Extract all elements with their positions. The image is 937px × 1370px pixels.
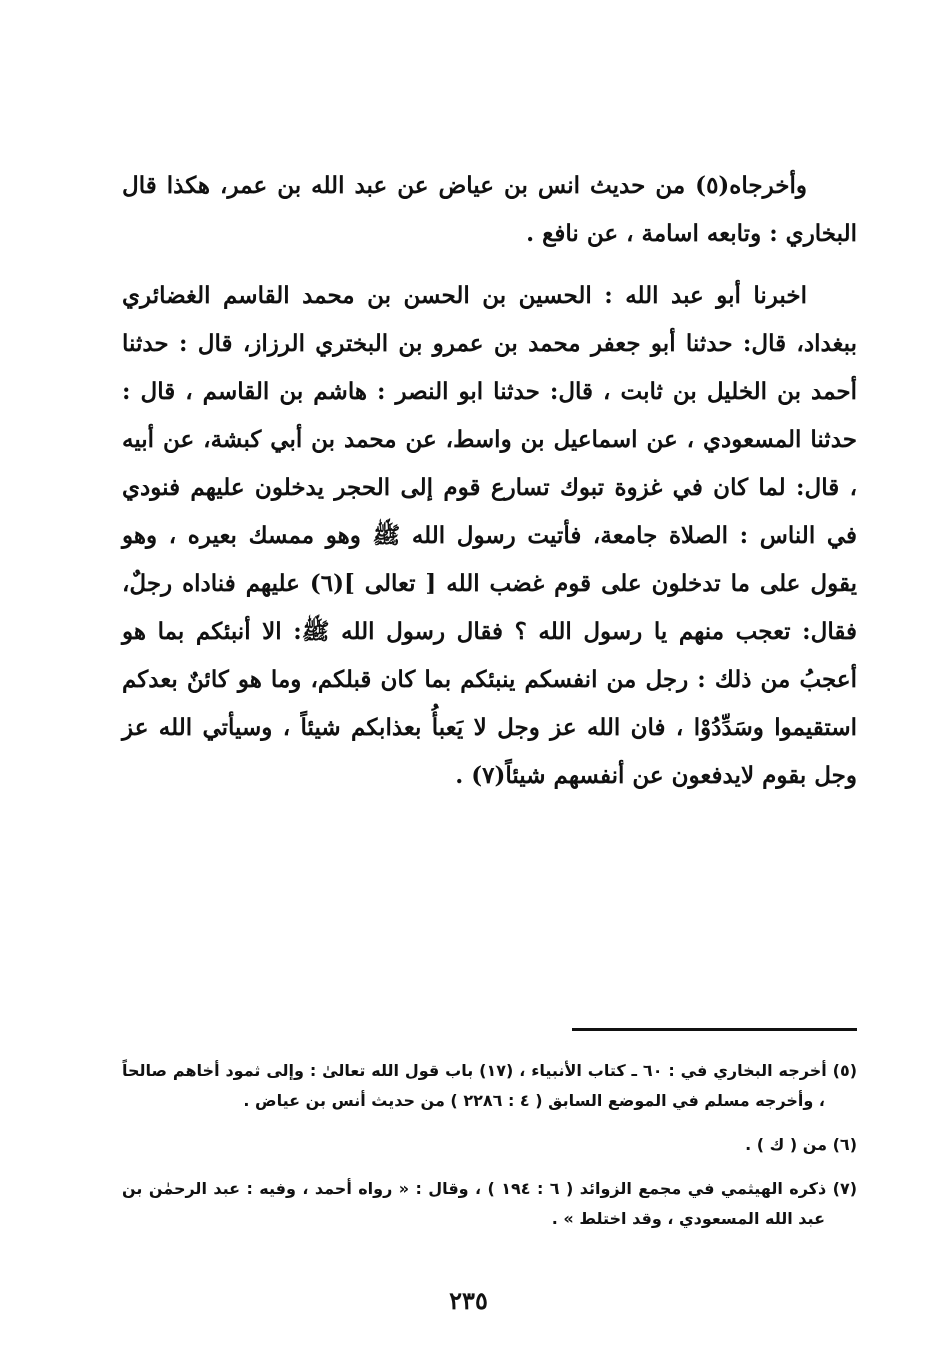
main-paragraph-1 [122, 162, 857, 258]
paragraph-text: اخبرنا أبو عبد الله : الحسين بن الحسن بن محمد القاسم الغضائري ببغداد، قال: حدثنا أبو جعفر محمد بن عمرو بن البختري الرزاز، قال : حدثنا أحمد بن الخليل بن ثابت ، قال: حدثنا ابو النصر : هاشم بن القاسم ، قال : حدثنا المسعودي ، عن اسماعيل بن واسط، عن محمد بن أبي كبشة، عن أبيه ، قال: لما كان في غزوة تبوك تسارع قوم إلى الحجر يدخلون عليهم فنودي في الناس : الصلاة جامعة، فأتيت رسول الله ﷺ وهو ممسك بعيره ، وهو يقول على ما تدخلون على قوم غضب الله [ تعالى ](٦) عليهم فناداه رجلٌ، فقال: تعجب منهم يا رسول الله ؟ فقال رسول الله ﷺ: الا أنبئكم بما هو أعجبُ من ذلك : رجل من انفسكم ينبئكم بما كان قبلكم، وما هو كائنٌ بعدكم استقيموا وسَدِّدُوْا ، فان الله عز وجل لا يَعبأُ بعذابكم شيئاً ، وسيأتي الله عز وجل بقوم لايدفعون عن أنفسهم شيئاً(٧) . [122, 282, 857, 789]
page-number: ٢٣٥ [449, 1286, 488, 1315]
footnote-7: (٧) ذكره الهيثمي في مجمع الزوائد ( ٦ : ١٩٤ ) ، وقال : « رواه أحمد ، وفيه : عبد الرحمٰن بن عبد الله المسعودي ، وقد اختلط » . [122, 1179, 858, 1228]
footnotes-section [122, 1056, 857, 1248]
paragraph-text: وأخرجاه(٥) من حديث انس بن عياض عن عبد الله بن عمر، هكذا قال البخاري : وتابعه اسامة ، عن نافع . [122, 172, 857, 247]
footnote-6: (٦) من ( ك ) . [745, 1135, 857, 1154]
footnote-5: (٥) أخرجه البخاري في : ٦٠ ـ كتاب الأنبياء ، (١٧) باب قول الله تعالىٰ : وإلى ثمود أخاهم صالحاً ، وأخرجه مسلم في الموضع السابق ( ٤ : ٢٢٨٦ ) من حديث أنس بن عياض . [122, 1061, 858, 1110]
main-paragraph-2 [122, 272, 857, 800]
footnote-divider [572, 1028, 857, 1031]
